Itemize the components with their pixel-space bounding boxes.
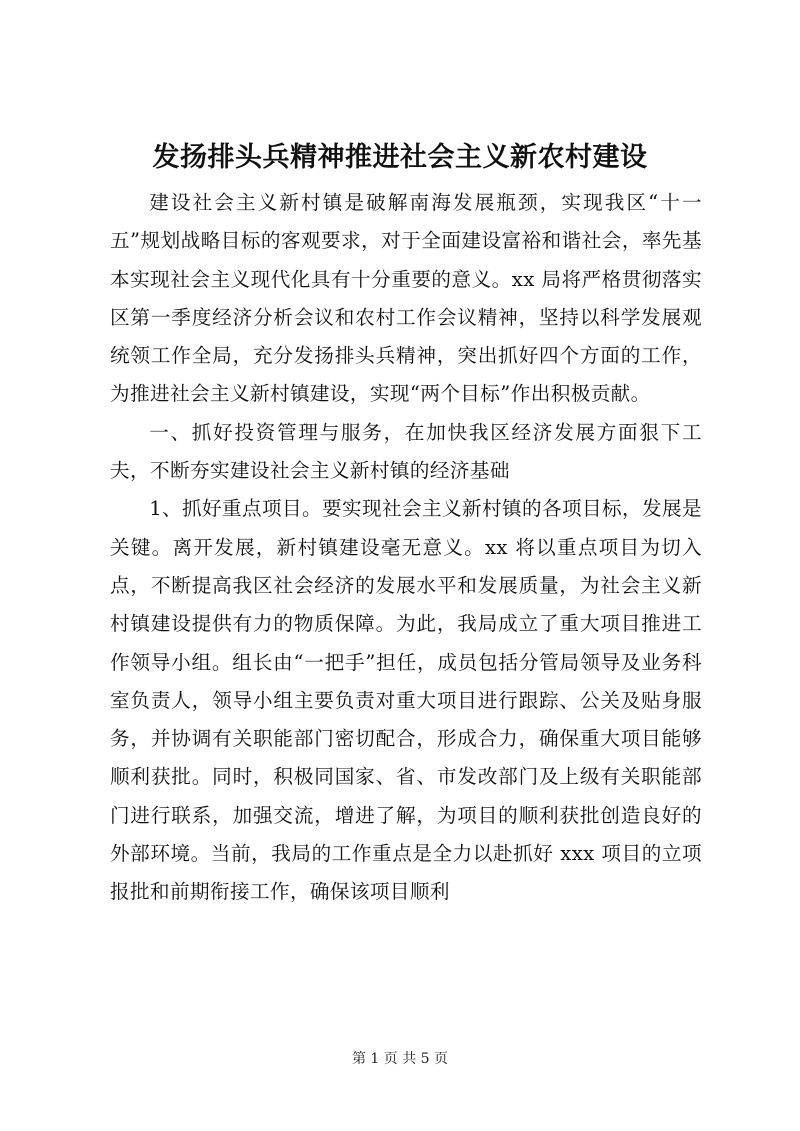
paragraph-intro: 建设社会主义新村镇是破解南海发展瓶颈，实现我区“十一五”规划战略目标的客观要求，对于全面建设富裕和谐社会，率先基本实现社会主义现代化具有十分重要的意义。xx 局将严格贯彻落实区第一季度经济分析会议和农村工作会议精神，坚持以科学发展观统领工作全局，充分发扬排头兵精神，突出抓好四个方面的工作，为推进社会主义新村镇建设，实现“两个目标”作出积极贡献。 — [110, 191, 702, 406]
document-title: 发扬排头兵精神推进社会主义新农村建设 — [152, 142, 648, 173]
paragraph-item-1: 1、抓好重点项目。要实现社会主义新村镇的各项目标，发展是关键。离开发展，新村镇建设毫无意义。xx 将以重点项目为切入点，不断提高我区社会经济的发展水平和发展质量，为社会主义新村镇建设提供有力的物质保障。为此，我局成立了重大项目推进工作领导小组。组长由“一把手”担任，成员包括分管局领导及业务科室负责人，领导小组主要负责对重大项目进行跟踪、公关及贴身服务，并协调有关职能部门密切配合，形成合力，确保重大项目能够顺利获批。同时，积极同国家、省、市发改部门及上级有关职能部门进行联系，加强交流，增进了解，为项目的顺利获批创造良好的外部环境。当前，我局的工作重点是全力以赴抓好 xxx 项目的立项报批和前期衔接工作，确保该项目顺利 — [110, 497, 702, 904]
paragraph-section-heading-1: 一、抓好投资管理与服务，在加快我区经济发展方面狠下工夫，不断夯实建设社会主义新村镇的经济基础 — [110, 420, 702, 483]
document-body — [110, 184, 702, 912]
page-number-footer: 第 1 页 共 5 页 — [351, 1051, 449, 1067]
